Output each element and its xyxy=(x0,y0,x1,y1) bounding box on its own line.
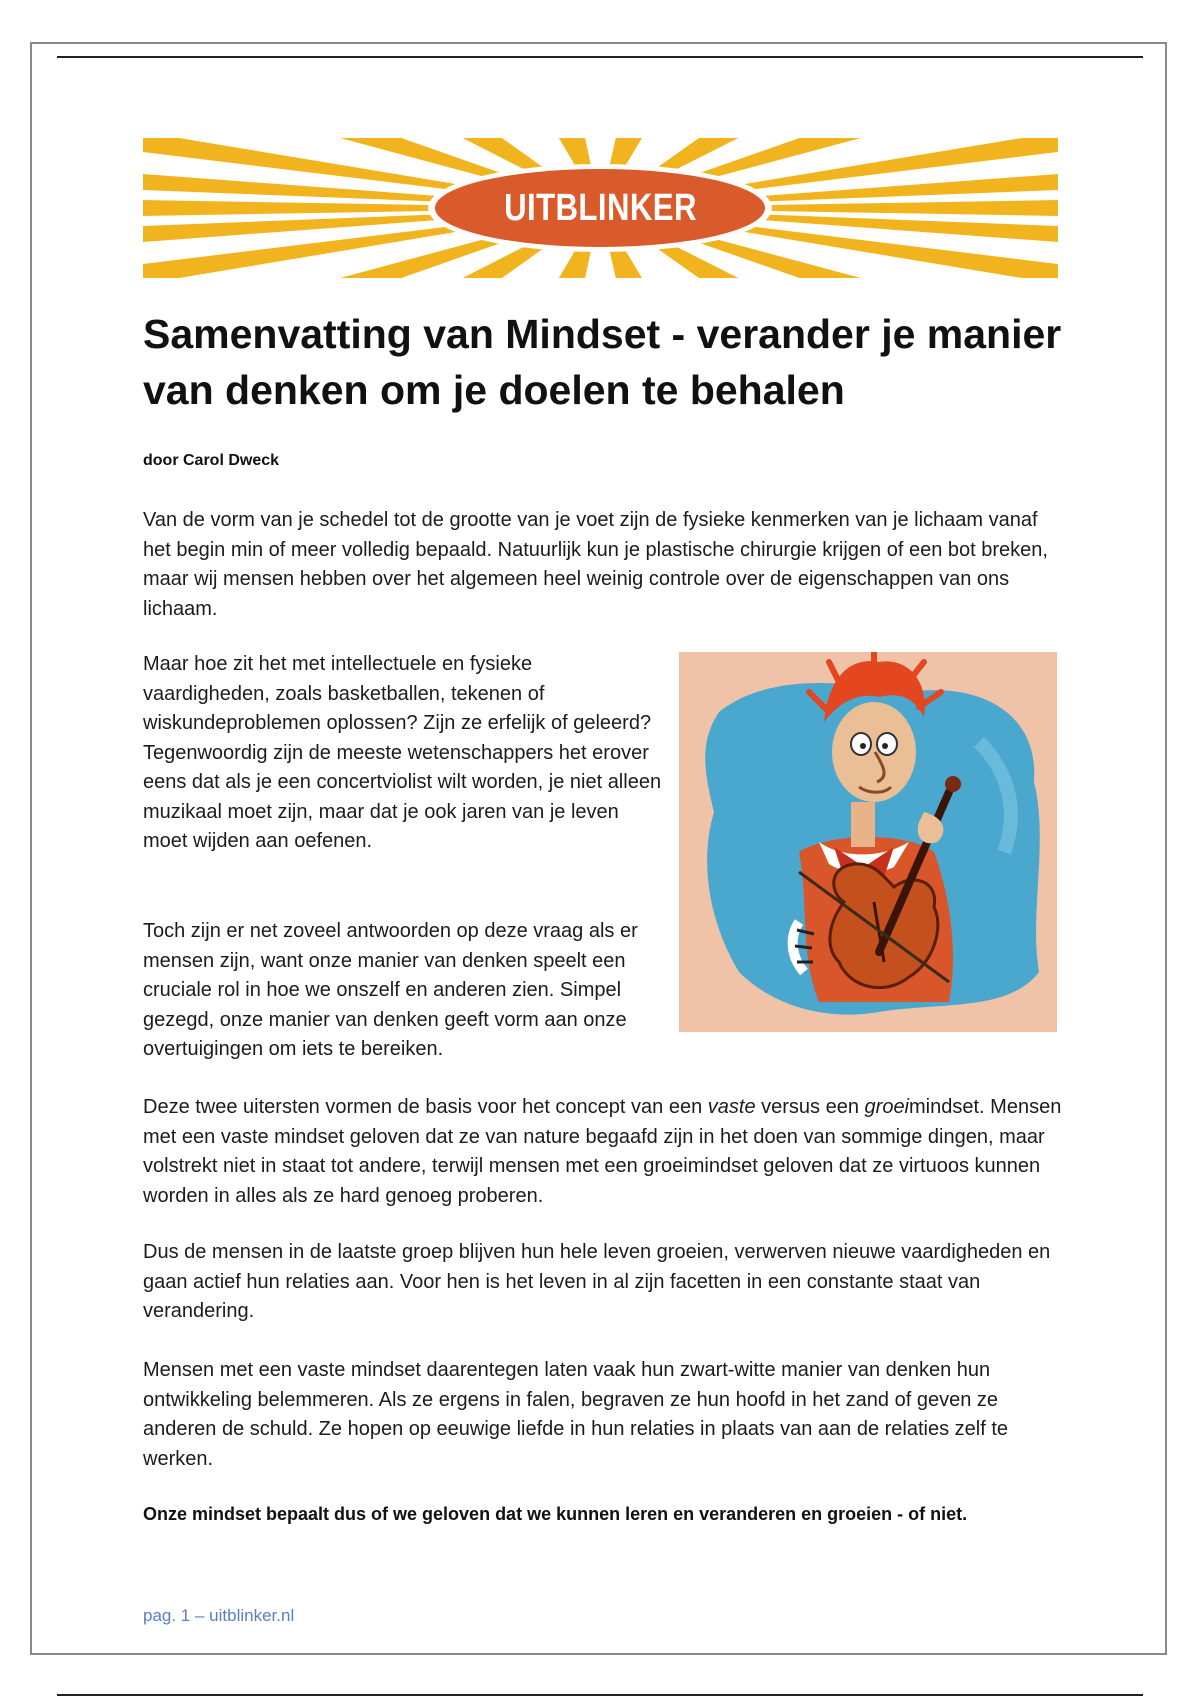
paragraph-1: Van de vorm van je schedel tot de grootte van je voet zijn de fysieke kenmerken van je lichaam vanaf het begin min of meer volledig bepaald. Natuurlijk kun je plastische chirurgie krijgen of een bot breken, maar wij mensen hebben over het algemeen heel weinig controle over de eigenschappen van ons lichaam. xyxy=(143,509,1048,620)
violinist-illustration xyxy=(679,652,1057,1032)
paragraph-2: Maar hoe zit het met intellectuele en fysieke vaardigheden, zoals basketballen, tekenen of wiskundeproblemen oplossen? Zijn ze erfelijk of geleerd? Tegenwoordig zijn de meeste wetenschappers het erover eens dat als je een concertviolist wilt worden, je niet alleen muzikaal moet zijn, maar dat je ook jaren van je leven moet wijden aan oefenen. xyxy=(143,653,662,852)
page-footer-link[interactable]: pag. 1 – uitblinker.nl xyxy=(143,1606,295,1625)
conclusion-statement: Onze mindset bepaalt dus of we geloven dat we kunnen leren en veranderen en groeien - of niet. xyxy=(143,1504,968,1524)
paragraph-3: Toch zijn er net zoveel antwoorden op deze vraag als er mensen zijn, want onze manier van denken speelt een cruciale rol in hoe we onszelf en anderen zien. Simpel gezegd, onze manier van denken geeft vorm aan onze overtuigingen om iets te bereiken. xyxy=(143,920,638,1060)
logo-text: UITBLINKER xyxy=(504,186,697,229)
uitblinker-banner xyxy=(143,138,1058,278)
paragraph-5: Dus de mensen in de laatste groep blijven hun hele leven groeien, verwerven nieuwe vaardigheden en gaan actief hun relaties aan. Voor hen is het leven in al zijn facetten in een constante staat van verandering. xyxy=(143,1241,1051,1322)
p4-emphasis-groei: groei xyxy=(864,1096,910,1118)
p4-text-middle: versus een xyxy=(755,1096,865,1118)
p4-emphasis-vaste: vaste xyxy=(707,1096,756,1118)
p4-text-end: mindset. Mensen met een vaste mindset geloven dat ze van nature begaafd zijn in het doen van sommige dingen, maar volstrekt niet in staat tot andere, terwijl mensen met een groeimindset geloven dat ze virtuoos kunnen worden in alles als ze hard genoeg proberen. xyxy=(143,1096,1062,1207)
author-byline: door Carol Dweck xyxy=(143,452,280,469)
p4-text-start: Deze twee uitersten vormen de basis voor het concept van een xyxy=(143,1096,708,1118)
paragraph-4 xyxy=(143,1093,1063,1211)
bottom-rule xyxy=(57,1694,1143,1696)
paragraph-6: Mensen met een vaste mindset daarentegen laten vaak hun zwart-witte manier van denken hun ontwikkeling belemmeren. Als ze ergens in falen, begraven ze hun hoofd in het zand of geven ze anderen de schuld. Ze hopen op eeuwige liefde in hun relaties in plaats van aan de relaties zelf te werken. xyxy=(143,1359,1009,1470)
page-title: Samenvatting van Mindset - verander je manier van denken om je doelen te behalen xyxy=(143,311,1062,413)
